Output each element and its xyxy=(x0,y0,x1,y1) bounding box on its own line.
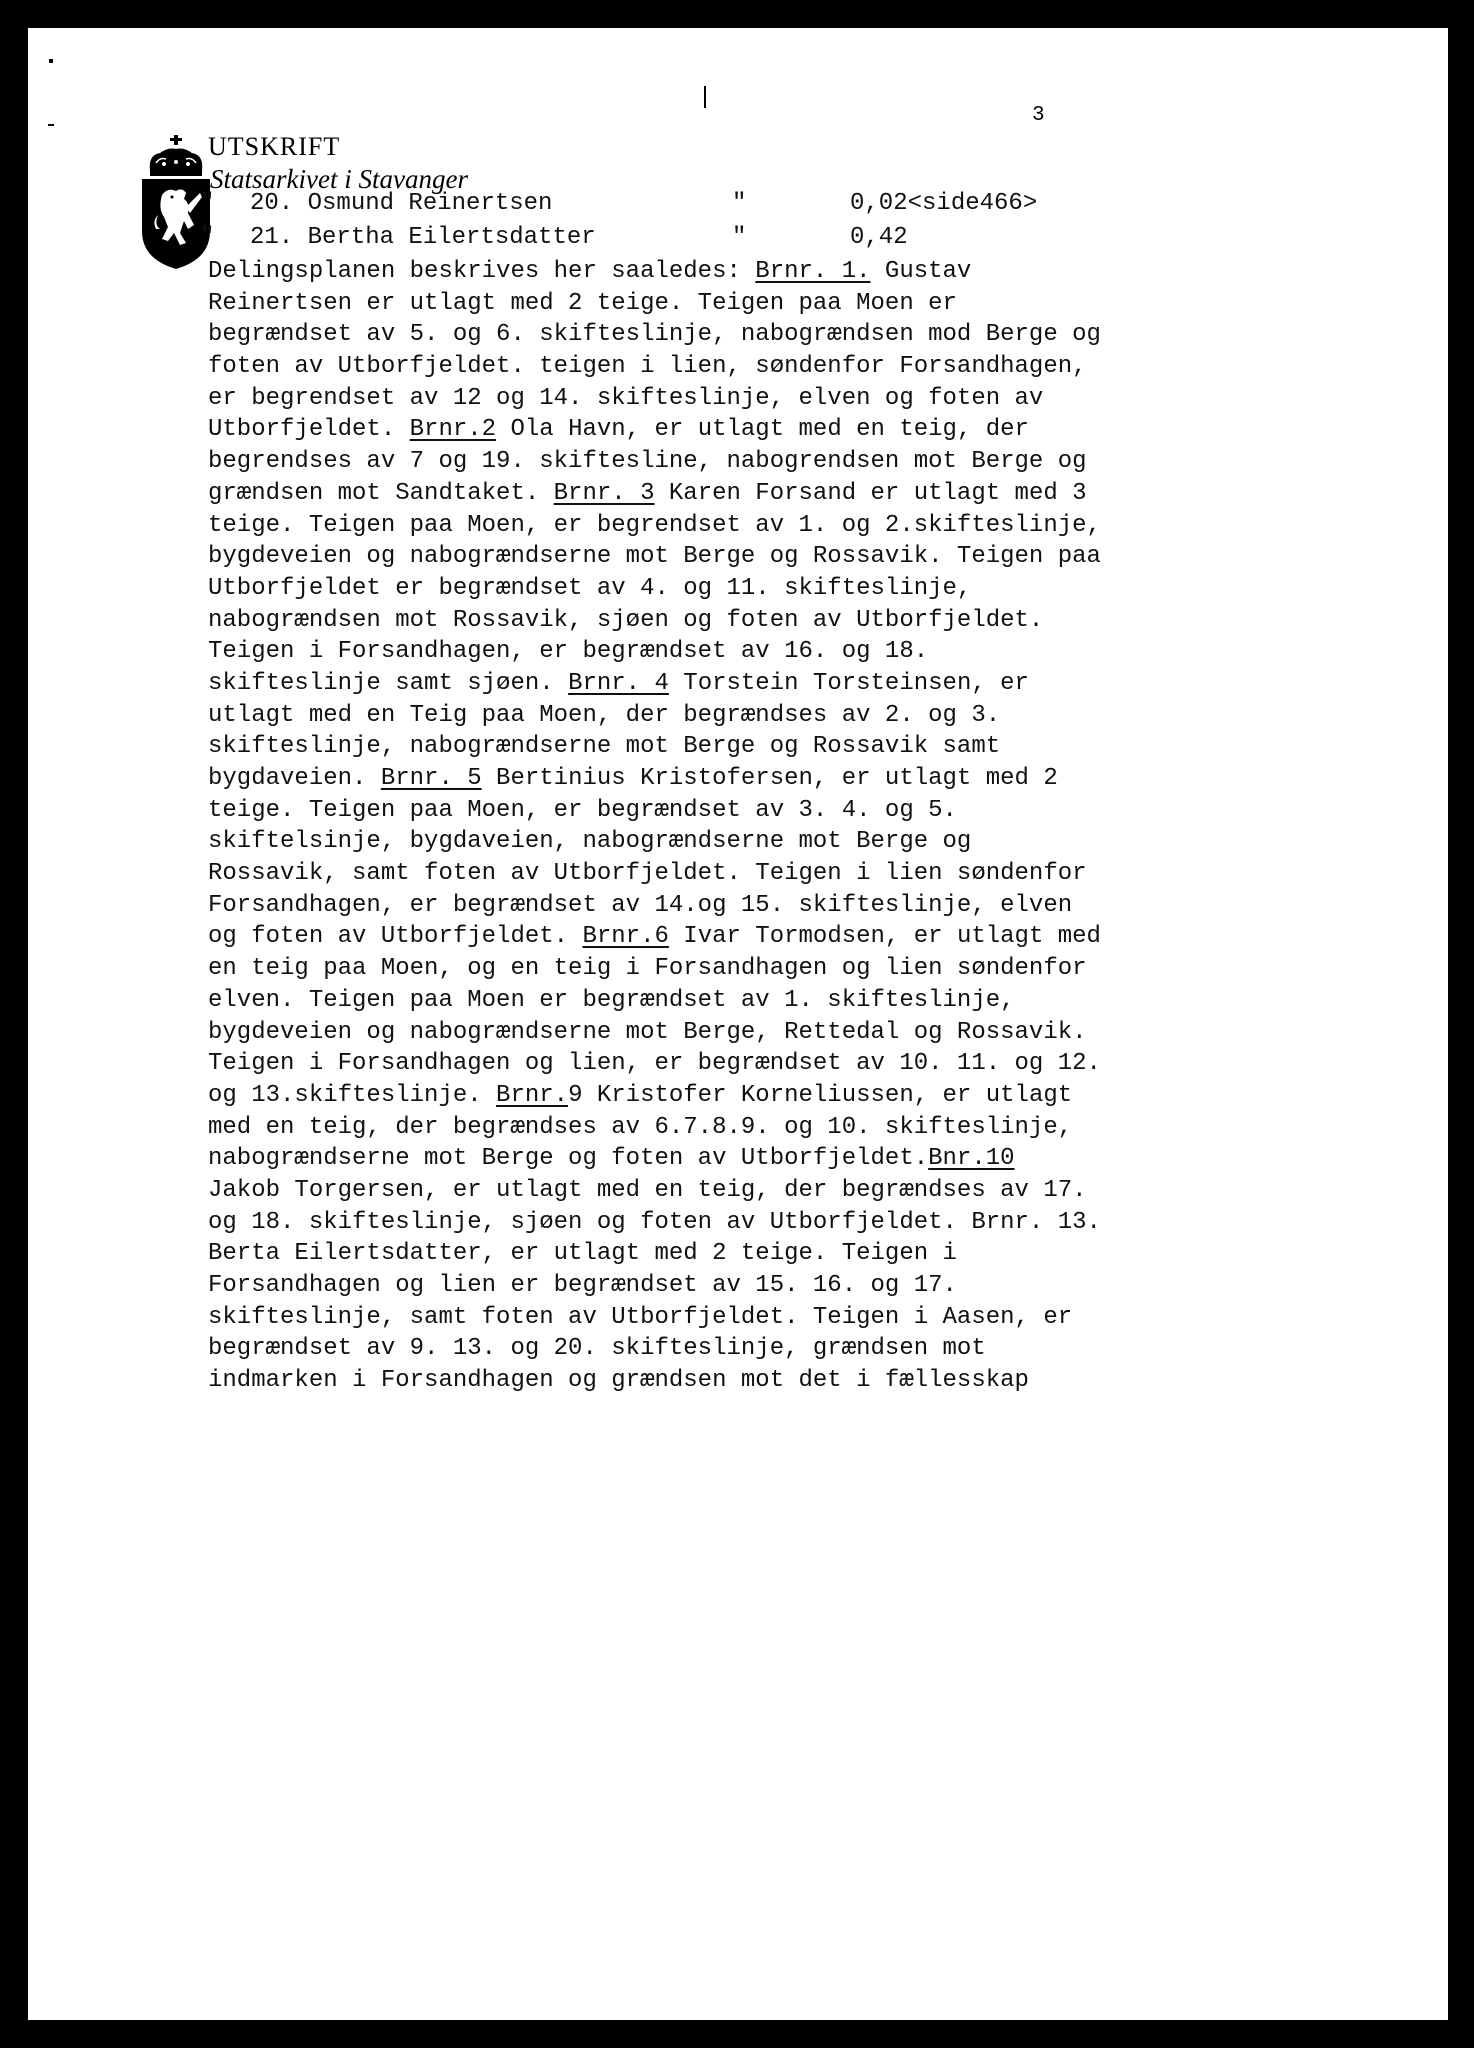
scan-mark-bar xyxy=(704,86,706,108)
text-line xyxy=(208,763,1068,795)
text-line xyxy=(208,383,1068,415)
text-line xyxy=(208,731,1068,763)
heir-name: 21. Bertha Eilertsdatter xyxy=(250,224,596,251)
text-segment: skifteslinje, samt foten av Utborfjeldet. Teigen i Aasen, er xyxy=(208,1303,1073,1331)
text-segment: og foten av Utborfjeldet. xyxy=(208,923,583,951)
text-segment: med en teig, der begrændses av 6.7.8.9. og 10. skifteslinje, xyxy=(208,1113,1073,1141)
underlined-parcel-ref: Brnr.6 xyxy=(582,923,669,951)
list-row-21 xyxy=(200,224,1080,258)
underlined-parcel-ref: Brnr. 3 xyxy=(553,479,655,507)
text-segment: Ivar Tormodsen, er utlagt med xyxy=(668,923,1101,951)
text-line xyxy=(208,1333,1068,1365)
text-segment: begrændset av 5. og 6. skifteslinje, nabogrændsen mod Berge og xyxy=(208,321,1101,349)
text-line xyxy=(208,288,1068,320)
text-segment: Berta Eilertsdatter, er utlagt med 2 teige. Teigen i xyxy=(208,1240,957,1268)
scan-mark-dot xyxy=(49,59,53,63)
text-segment: Rossavik, samt foten av Utborfjeldet. Teigen i lien søndenfor xyxy=(208,860,1087,888)
scan-mark-dash xyxy=(48,124,54,126)
text-line xyxy=(208,1207,1101,1239)
text-segment: Jakob Torgersen, er utlagt med en teig, der begrændses av 17. xyxy=(208,1176,1087,1204)
text-segment: en teig paa Moen, og en teig i Forsandhagen og lien søndenfor xyxy=(208,955,1087,983)
text-line xyxy=(208,1080,1073,1112)
text-line xyxy=(208,446,1087,478)
text-segment: skiftelsinje, bygdaveien, nabogrændserne mot Berge og xyxy=(208,828,972,856)
ditto-mark: " xyxy=(732,190,747,217)
text-segment: og 18. skifteslinje, sjøen og foten av Utborfjeldet. Brnr. 13. xyxy=(208,1208,1101,1236)
text-segment: Teigen i Forsandhagen og lien, er begrændset av 10. 11. og 12. xyxy=(208,1050,1101,1078)
document-page xyxy=(28,28,1448,2020)
underlined-parcel-ref: Brnr.2 xyxy=(409,416,497,444)
text-segment: Forsandhagen, er begrændset av 14.og 15. skifteslinje, elven xyxy=(208,891,1073,919)
text-line xyxy=(208,1365,1068,1397)
text-line xyxy=(208,1048,1101,1080)
text-segment: indmarken i Forsandhagen og grændsen mot det i fællesskap xyxy=(208,1367,1029,1395)
text-line xyxy=(208,414,1068,446)
text-segment: Forsandhagen og lien er begrændset av 15. 16. og 17. xyxy=(208,1272,957,1299)
text-segment: utlagt med en Teig paa Moen, der begrændses av 2. og 3. xyxy=(208,701,1001,729)
underlined-parcel-ref: Brnr. 5 xyxy=(380,765,482,792)
text-line xyxy=(208,921,1101,953)
text-line xyxy=(208,605,1068,637)
text-segment: skifteslinje, nabogrændserne mot Berge og Rossavik samt xyxy=(208,733,1001,761)
text-line xyxy=(208,985,1068,1017)
ditto-mark: " xyxy=(200,190,215,217)
text-segment: nabogrændsen mot Rossavik, sjøen og foten av Utborfjeldet. xyxy=(208,606,1044,634)
text-segment: Teigen i Forsandhagen, er begrændset av 16. og 18. xyxy=(208,638,929,666)
underlined-parcel-ref: Brnr. 1. xyxy=(755,258,871,285)
underlined-parcel-ref: Brnr. 4 xyxy=(568,669,669,697)
text-line xyxy=(208,858,1087,890)
text-line xyxy=(208,478,1087,510)
text-segment: Utborfjeldet er begrændset av 4. og 11. skifteslinje, xyxy=(208,574,972,602)
text-line xyxy=(208,351,1087,383)
text-segment: bygdeveien og nabogrændserne mot Berge, Rettedal og Rossavik. xyxy=(208,1018,1087,1046)
text-segment: teige. Teigen paa Moen, er begrendset av 1. og 2.skifteslinje, xyxy=(208,511,1101,539)
text-segment: skifteslinje samt sjøen. xyxy=(208,669,569,697)
text-segment: bygdeveien og nabogrændserne mot Berge og Rossavik. Teigen paa xyxy=(208,543,1101,571)
text-segment: nabogrændserne mot Berge og foten av Utborfjeldet. xyxy=(208,1145,929,1173)
heir-name: 20. Osmund Reinertsen xyxy=(250,190,553,217)
text-line xyxy=(208,1143,1068,1175)
ditto-mark: " xyxy=(200,224,215,251)
text-line xyxy=(208,1238,1068,1270)
text-segment: Gustav xyxy=(870,258,972,285)
text-line xyxy=(208,636,1068,668)
text-segment: og 13.skifteslinje. xyxy=(208,1081,497,1109)
text-segment: grændsen mot Sandtaket. xyxy=(208,479,554,507)
text-segment: Bertinius Kristofersen, er utlagt med 2 xyxy=(481,765,1058,792)
text-line xyxy=(208,826,1068,858)
text-line xyxy=(208,795,1068,827)
body-paragraph xyxy=(208,256,1101,1397)
text-line xyxy=(208,541,1101,573)
text-segment: Ola Havn, er utlagt med en teig, der xyxy=(496,416,1029,444)
text-segment: elven. Teigen paa Moen er begrændset av 1. skifteslinje, xyxy=(208,986,1015,1014)
page-number: 3 xyxy=(1032,104,1045,127)
text-segment: begrændset av 9. 13. og 20. skifteslinje, grændsen mot xyxy=(208,1335,986,1363)
text-segment: er begrendset av 12 og 14. skifteslinje, elven og foten av xyxy=(208,384,1044,412)
list-row-20 xyxy=(200,190,1080,224)
text-line xyxy=(208,700,1068,732)
text-segment: Delingsplanen beskrives her saaledes: xyxy=(208,258,756,285)
text-segment: Utborfjeldet. xyxy=(208,416,410,444)
text-line xyxy=(208,256,1068,288)
text-segment: begrendses av 7 og 19. skiftesline, nabogrendsen mot Berge og xyxy=(208,448,1087,476)
underlined-parcel-ref: Bnr.10 xyxy=(928,1145,1015,1173)
text-line xyxy=(208,573,1068,605)
text-segment: Torstein Torsteinsen, er xyxy=(668,669,1029,697)
ditto-mark: " xyxy=(732,224,747,251)
text-line xyxy=(208,510,1101,542)
underlined-parcel-ref: Brnr. xyxy=(496,1081,569,1109)
text-segment: Karen Forsand er utlagt med 3 xyxy=(654,479,1087,507)
text-line xyxy=(208,1302,1073,1334)
text-line xyxy=(208,1175,1087,1207)
share-value: 0,02<side466> xyxy=(850,190,1038,217)
text-line xyxy=(208,319,1101,351)
share-value: 0,42 xyxy=(850,224,908,251)
text-line xyxy=(208,1270,1068,1302)
archive-name: Statsarkivet i Stavanger xyxy=(210,164,468,194)
text-segment: Reinertsen er utlagt med 2 teige. Teigen paa Moen er xyxy=(208,289,957,317)
document-title: UTSKRIFT xyxy=(208,132,341,161)
text-line xyxy=(208,1017,1087,1049)
text-line xyxy=(208,668,1068,700)
text-line xyxy=(208,1112,1073,1144)
text-line xyxy=(208,890,1073,922)
text-segment: foten av Utborfjeldet. teigen i lien, søndenfor Forsandhagen, xyxy=(208,353,1087,381)
text-segment: bygdaveien. xyxy=(208,765,381,792)
text-segment: 9 Kristofer Korneliussen, er utlagt xyxy=(568,1081,1073,1109)
text-segment: teige. Teigen paa Moen, er begrændset av 3. 4. og 5. xyxy=(208,796,957,824)
text-line xyxy=(208,953,1087,985)
